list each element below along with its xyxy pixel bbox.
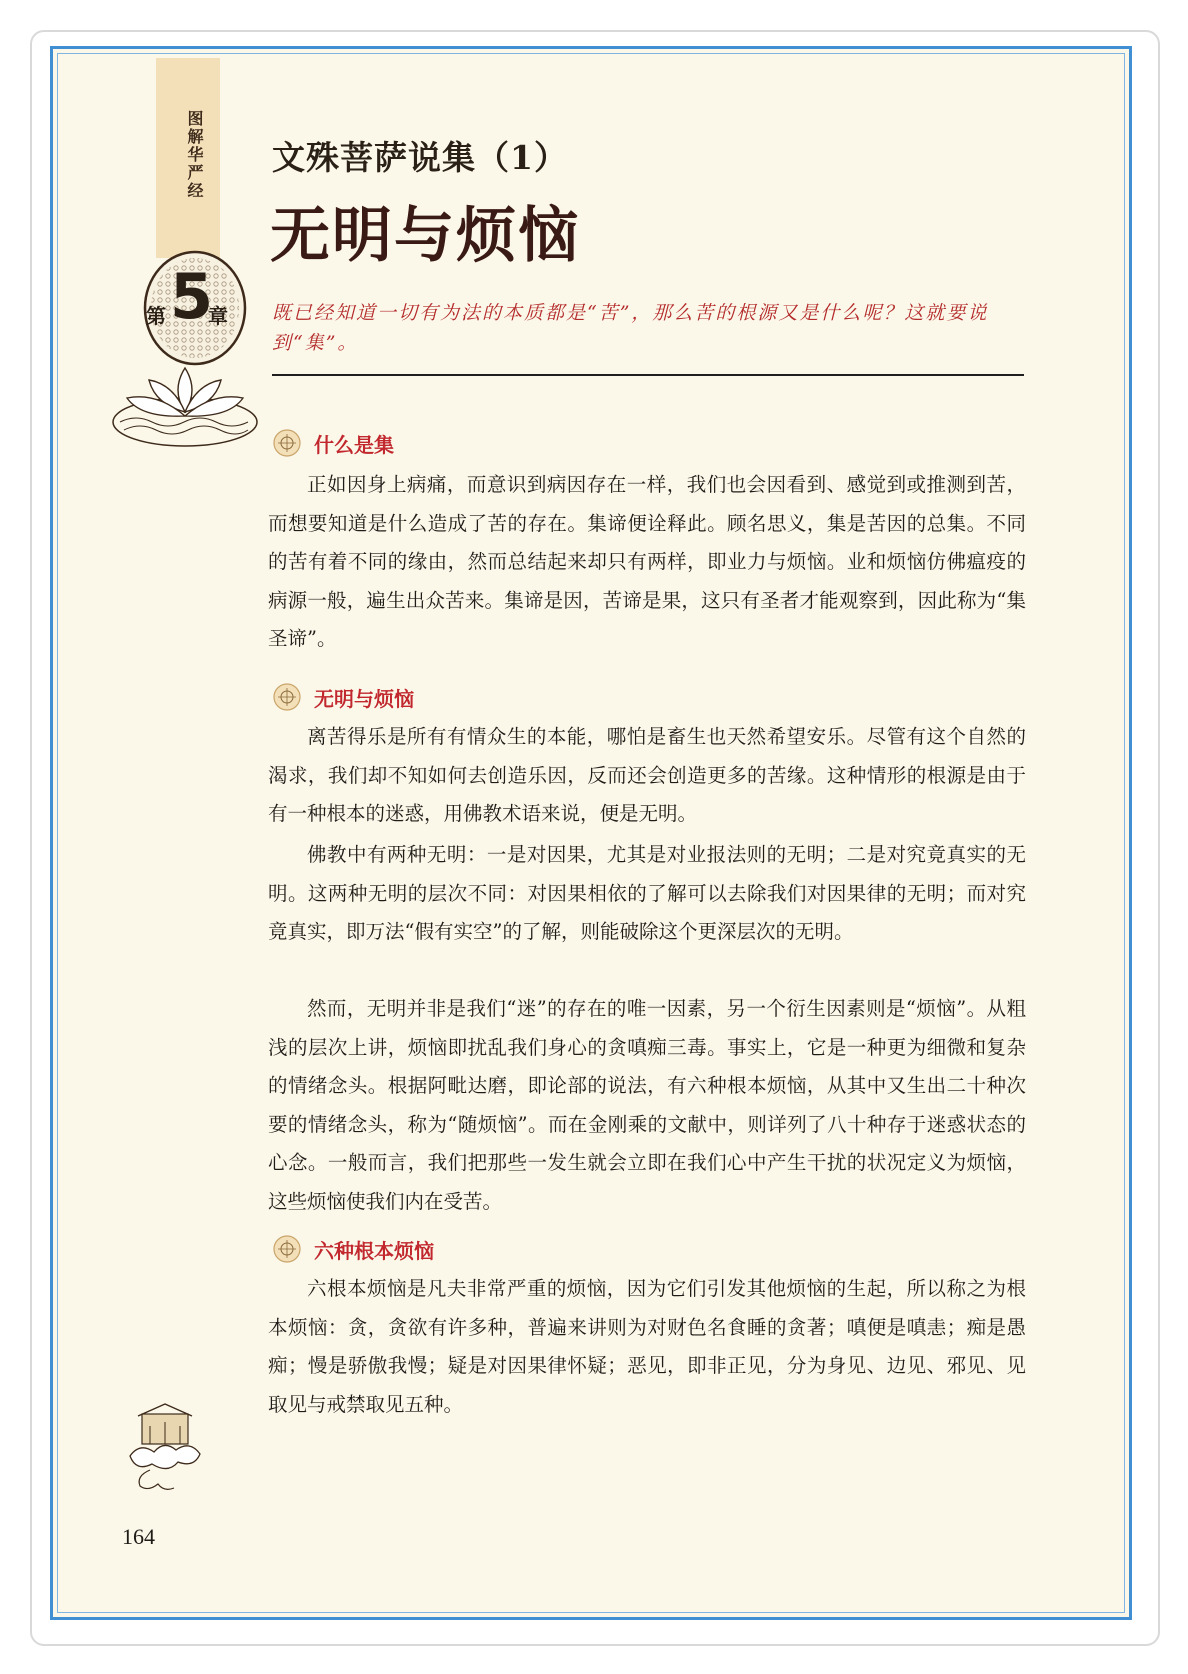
section-heading [272, 1232, 434, 1266]
page-number: 164 [122, 1524, 155, 1549]
chapter-prefix: 第 [146, 304, 166, 328]
section-title: 什么是集 [314, 432, 394, 457]
chapter-suffix: 章 [208, 304, 228, 328]
section-title: 六种根本烦恼 [314, 1238, 434, 1263]
book-title: 图解华严经 [185, 110, 204, 200]
section-emblem-icon [272, 428, 302, 458]
section-heading [272, 426, 394, 460]
title-divider [272, 374, 1024, 376]
lotus-icon [110, 360, 260, 450]
section-paragraph: 佛教中有两种无明：一是对因果，尤其是对业报法则的无明；二是对究竟真实的无明。这两种无明的层次不同：对因果相依的了解可以去除我们对因果律的无明；而对究竟真实，即万法“假有实空”的了解，则能破除这个更深层次的无明。 [268, 843, 1026, 943]
series-title: 文殊菩萨说集（1） [272, 138, 568, 177]
section-paragraph: 离苦得乐是所有有情众生的本能，哪怕是畜生也天然希望安乐。尽管有这个自然的渴求，我们却不知如何去创造乐因，反而还会创造更多的苦缘。这种情形的根源是由于有一种根本的迷惑，用佛教术语来说，便是无明。 [268, 725, 1026, 825]
cloud-temple-icon [120, 1400, 210, 1495]
section-emblem-icon [272, 682, 302, 712]
chapter-number: 5 [170, 260, 214, 333]
intro-text: 既已经知道一切有为法的本质都是“苦”，那么苦的根源又是什么呢？这就要说到“集”。 [272, 302, 989, 354]
section-heading [272, 680, 414, 714]
section-title: 无明与烦恼 [314, 686, 414, 711]
section-paragraph: 然而，无明并非是我们“迷”的存在的唯一因素，另一个衍生因素则是“烦恼”。从粗浅的层次上讲，烦恼即扰乱我们身心的贪嗔痴三毒。事实上，它是一种更为细微和复杂的情绪念头。根据阿毗达磨，即论部的说法，有六种根本烦恼，从其中又生出二十种次要的情绪念头，称为“随烦恼”。而在金刚乘的文献中，则详列了八十种存于迷惑状态的心念。一般而言，我们把那些一发生就会立即在我们心中产生干扰的状况定义为烦恼，这些烦恼使我们内在受苦。 [268, 997, 1026, 1213]
page-title: 无明与烦恼 [270, 201, 580, 271]
section-emblem-icon [272, 1234, 302, 1264]
section-paragraph: 正如因身上病痛，而意识到病因存在一样，我们也会因看到、感觉到或推测到苦，而想要知道是什么造成了苦的存在。集谛便诠释此。顾名思义，集是苦因的总集。不同的苦有着不同的缘由，然而总结起来却只有两样，即业力与烦恼。业和烦恼仿佛瘟疫的病源一般，遍生出众苦来。集谛是因，苦谛是果，这只有圣者才能观察到，因此称为“集圣谛”。 [268, 473, 1026, 650]
section-paragraph: 六根本烦恼是凡夫非常严重的烦恼，因为它们引发其他烦恼的生起，所以称之为根本烦恼：贪，贪欲有许多种，普遍来讲则为对财色名食睡的贪著；嗔便是嗔恚；痴是愚痴；慢是骄傲我慢；疑是对因果律怀疑；恶见，即非正见，分为身见、边见、邪见、见取见与戒禁取见五种。 [268, 1277, 1026, 1416]
